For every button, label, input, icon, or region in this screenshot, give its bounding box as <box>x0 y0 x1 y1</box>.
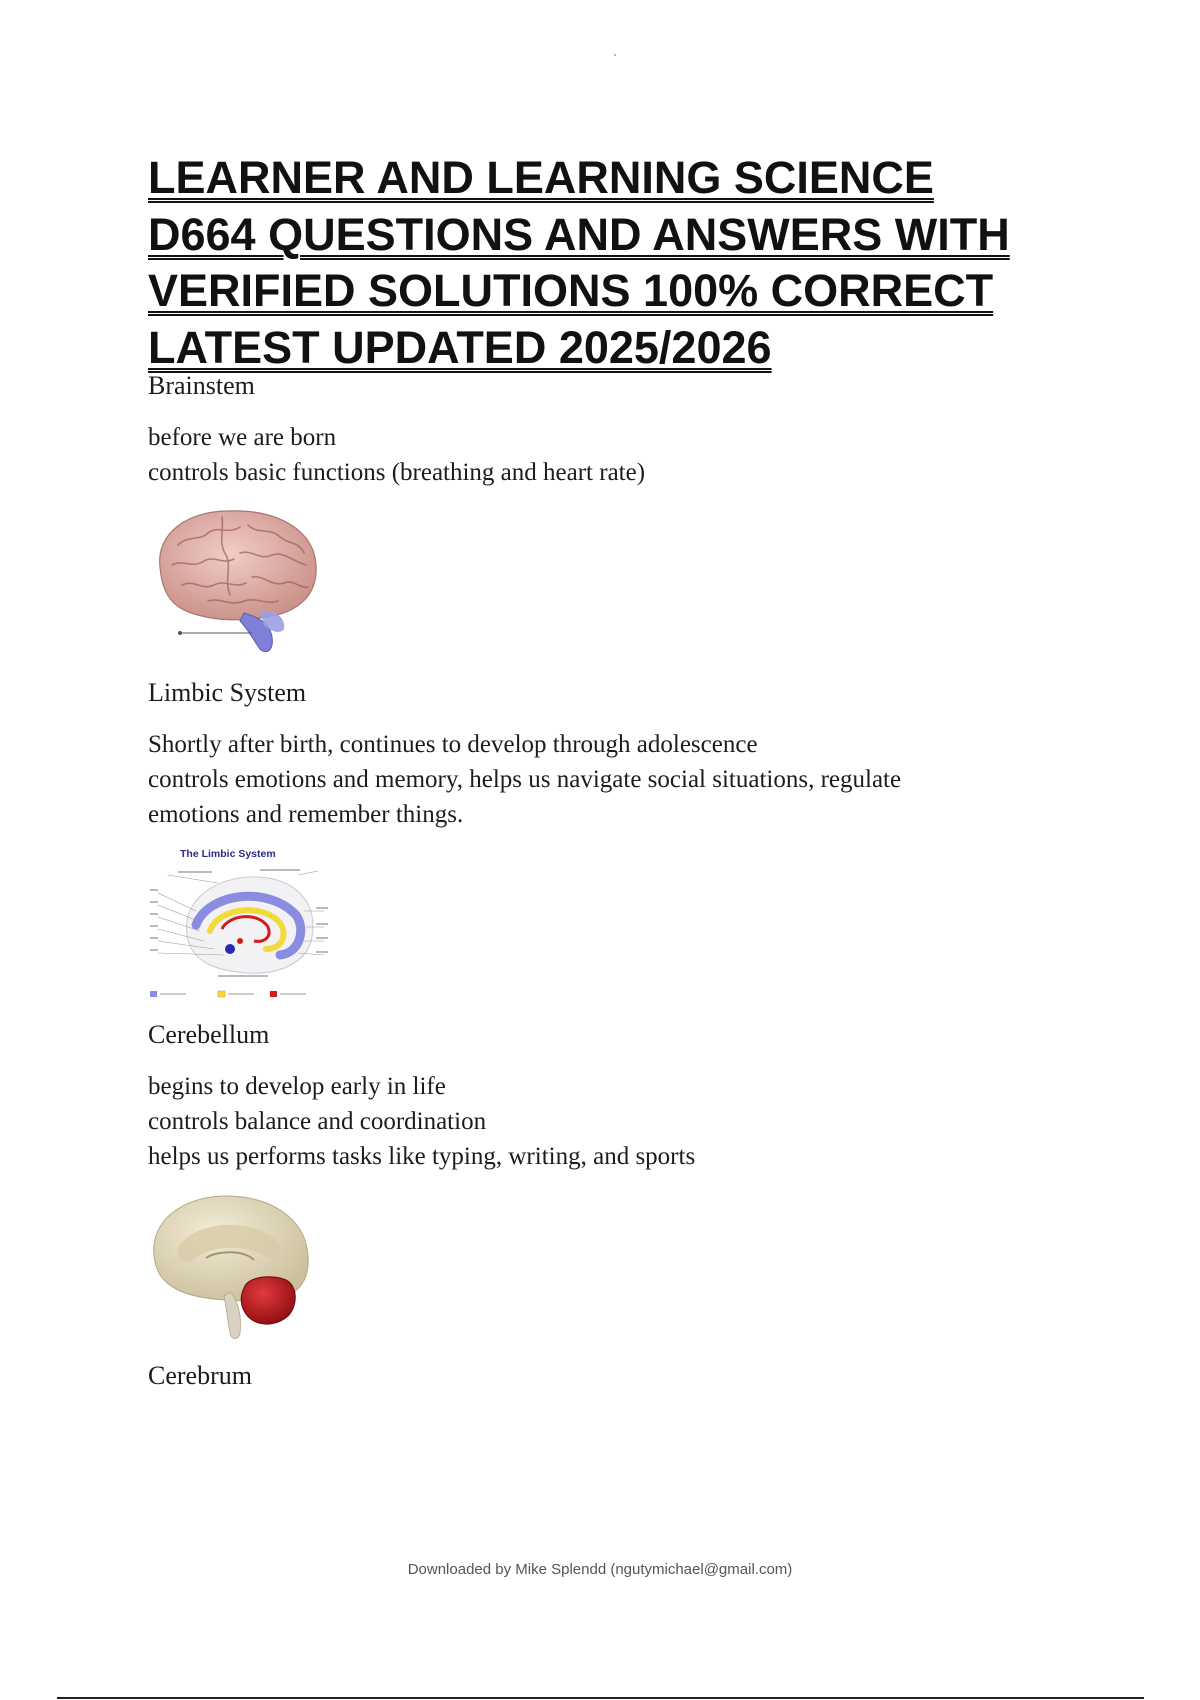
definition-brainstem <box>148 420 1048 490</box>
title-line: LATEST UPDATED 2025/2026 <box>148 321 772 373</box>
diagram-title: The Limbic System <box>180 848 276 860</box>
document-title <box>148 150 1088 376</box>
definition-limbic-system <box>148 727 1048 832</box>
title-line: D664 QUESTIONS AND ANSWERS WITH <box>148 208 1010 260</box>
definition-line: begins to develop early in life <box>148 1073 446 1100</box>
term-limbic-system: Limbic System <box>148 678 307 707</box>
definition-line: controls emotions and memory, helps us navigate social situations, regulate <box>148 766 902 793</box>
definition-cerebellum <box>148 1069 1048 1174</box>
definition-line: helps us performs tasks like typing, writing, and sports <box>148 1143 696 1170</box>
definition-line: controls balance and coordination <box>148 1108 487 1135</box>
term-brainstem: Brainstem <box>148 371 255 400</box>
brain-brainstem-illustration <box>148 505 328 660</box>
definition-line: before we are born <box>148 424 337 451</box>
page-bottom-rule <box>57 1697 1144 1699</box>
definition-line: Shortly after birth, continues to develop through adolescence <box>148 731 758 758</box>
title-line: LEARNER AND LEARNING SCIENCE <box>148 152 934 203</box>
term-cerebellum: Cerebellum <box>148 1020 270 1049</box>
download-footer: Downloaded by Mike Splendd (ngutymichael@gmail.com) <box>407 1561 793 1578</box>
term-cerebrum: Cerebrum <box>148 1361 252 1390</box>
limbic-system-diagram <box>148 845 333 1003</box>
scan-speck <box>614 54 616 56</box>
definition-line: controls basic functions (breathing and heart rate) <box>148 459 646 486</box>
definition-line: emotions and remember things. <box>148 801 464 828</box>
title-line: VERIFIED SOLUTIONS 100% CORRECT <box>148 265 994 316</box>
brain-cerebellum-illustration <box>148 1188 318 1343</box>
